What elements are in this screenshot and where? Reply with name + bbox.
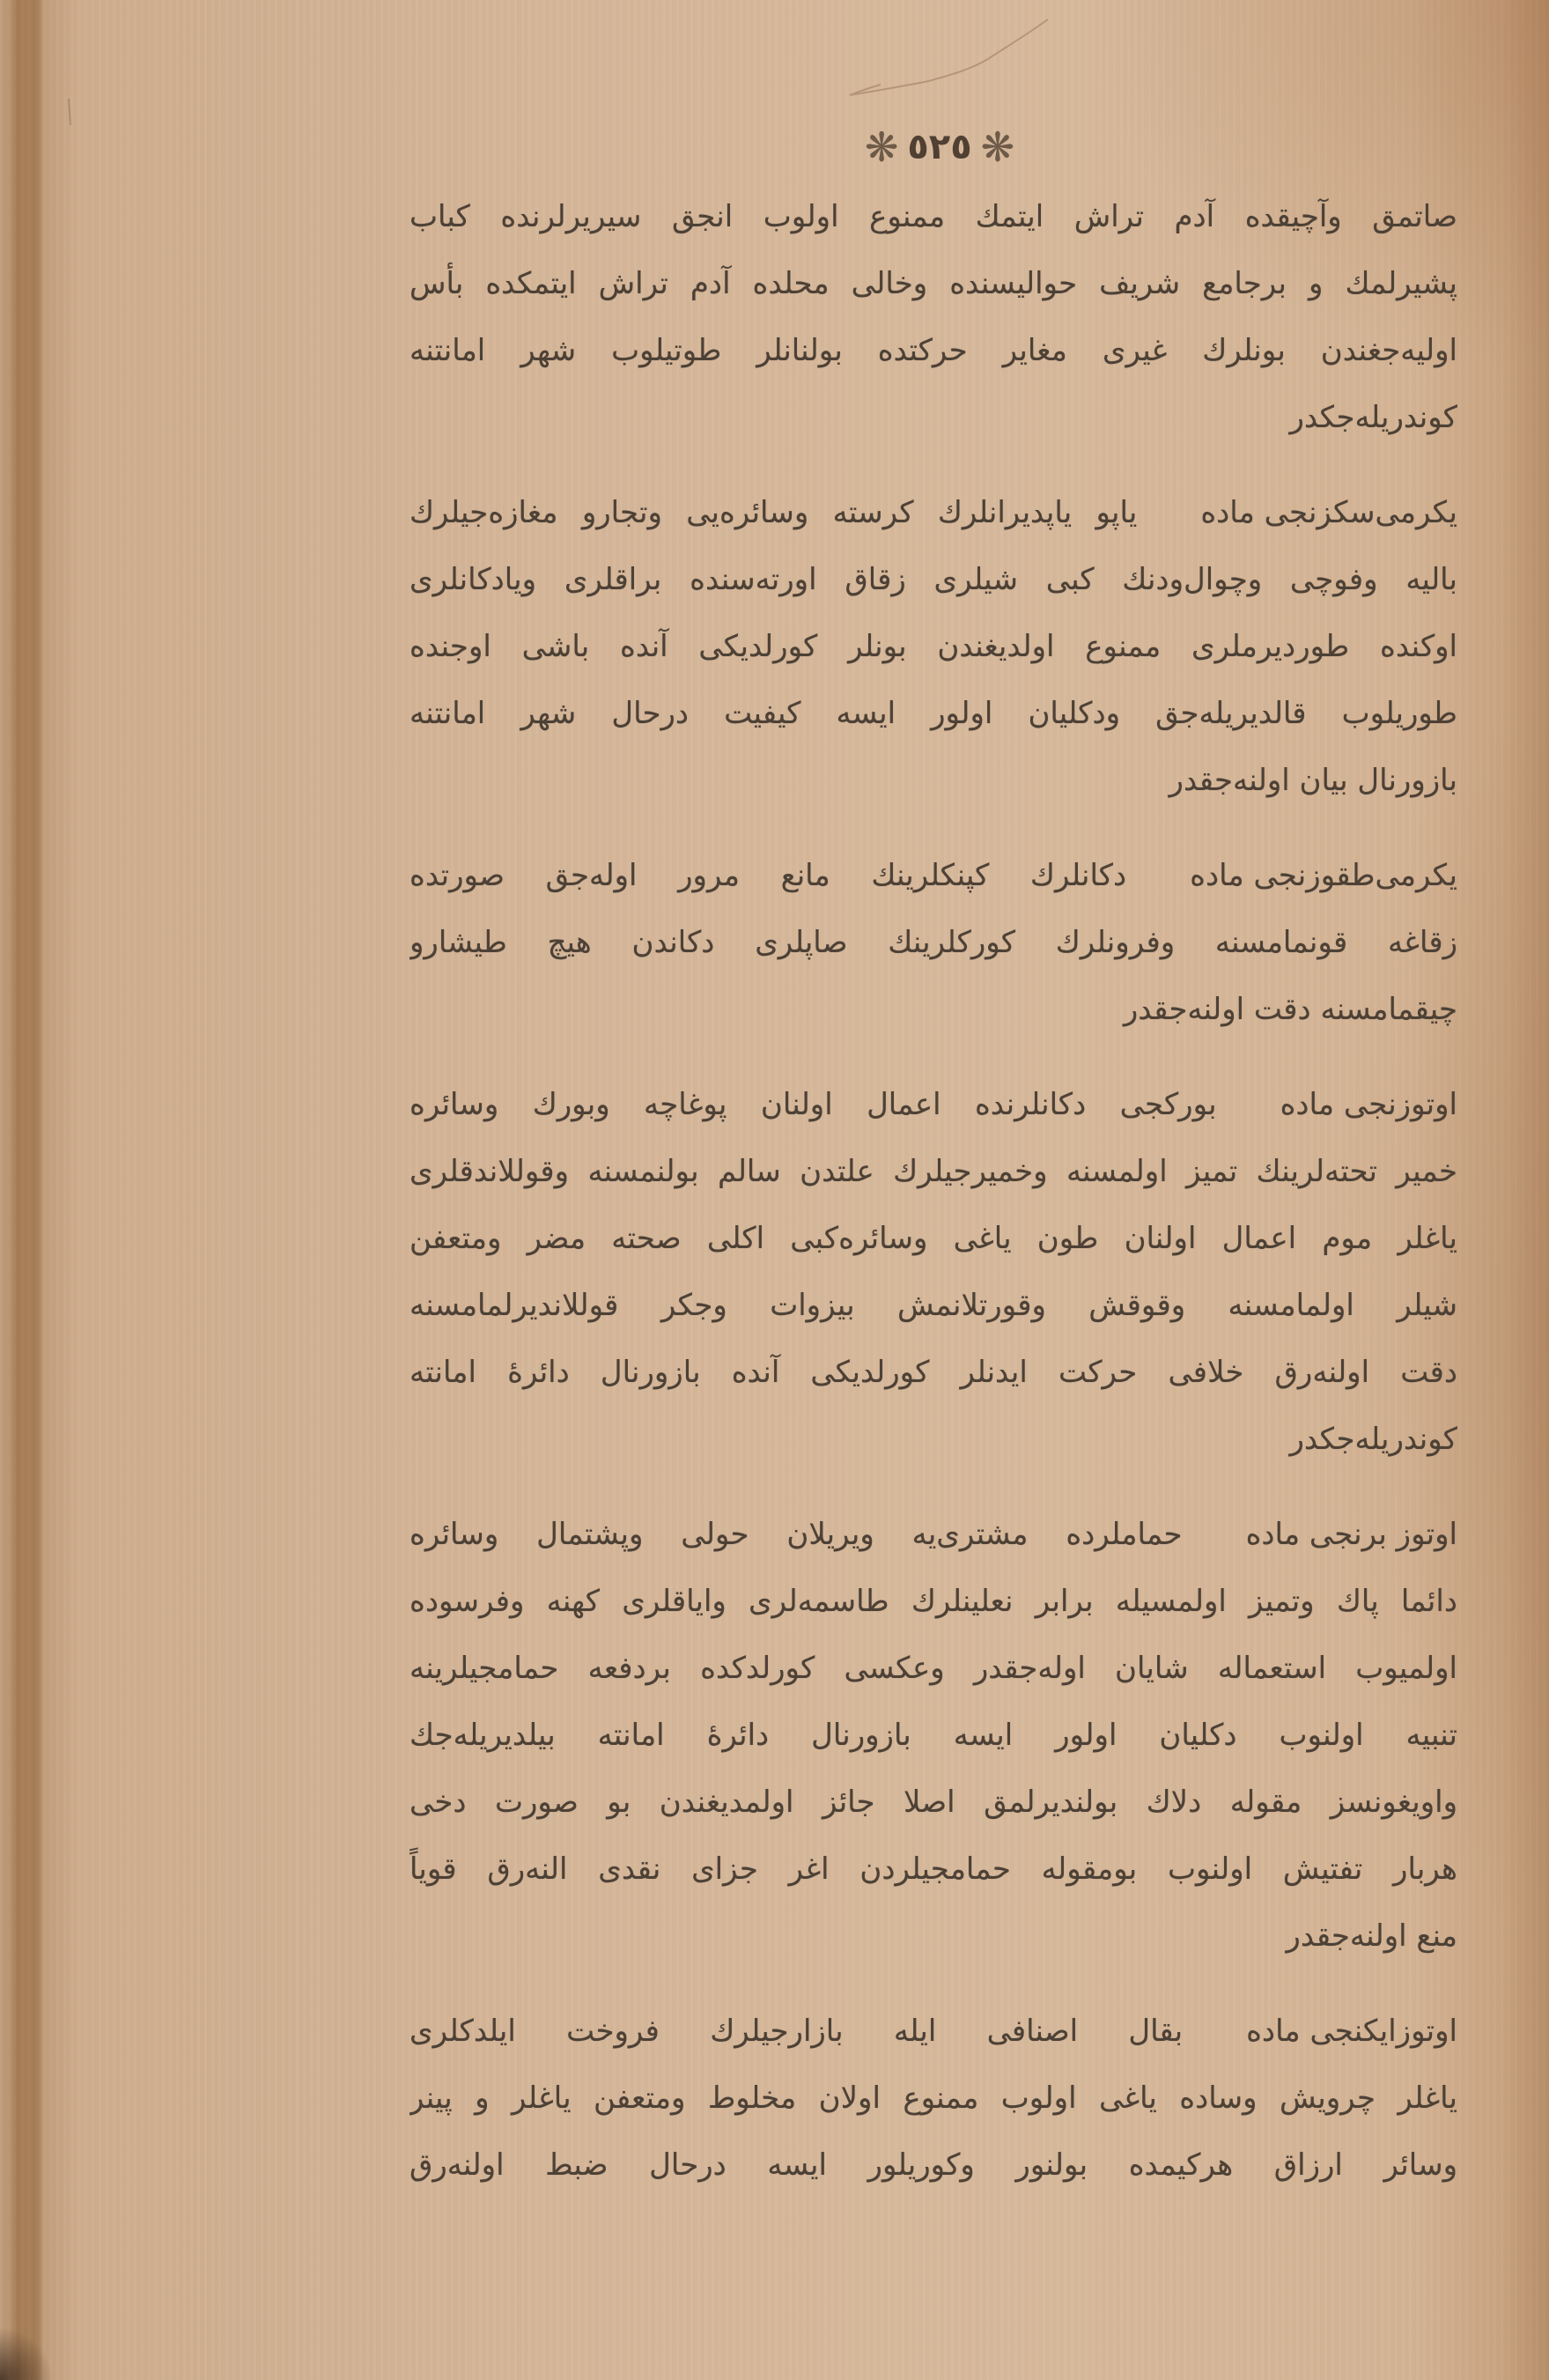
text-line: حماملرده مشتری‌یه ویریلان حولی وپشتمال وسائره [409,1517,1183,1552]
text-line: دقت اولنه‌رق خلافی حرکت ایدنلر کورلدیکی آنده بازورنال دائرهٔ امانته [409,1355,1457,1390]
text-line: بقال اصنافی ایله بازارجیلرك فروخت ایلدکلری [409,2014,1184,2049]
article-heading: اوتوز برنجی ماده [1245,1517,1457,1552]
text-line: طوریلوب قالدیریله‌جق ودکلیان اولور ایسه کیفیت درحال شهر امانتنه [409,696,1457,731]
article-heading: اوتوزایکنجی ماده [1246,2014,1457,2049]
text-line: بورکجی دکانلرنده اعمال اولنان پوغاچه وبورك وسائره [409,1087,1217,1122]
article-29 [409,842,1457,1043]
text-line: خمیر تحته‌لرینك تمیز اولمسنه وخمیرجیلرك علتدن سالم بولنمسنه وقوللاندقلری [409,1154,1457,1189]
article-30 [409,1071,1457,1473]
article-heading: یکرمی‌سکزنجی ماده [1200,495,1457,530]
page-number-header [847,120,1032,173]
paragraph-continuation [409,183,1457,451]
text-line: بالیه وفوچی وچوال‌ودنك کبی شیلری زقاق اورته‌سنده براقلری ویادکانلری [409,562,1457,597]
page-body-text [409,183,1457,2199]
text-line: دائما پاك وتمیز اولمسیله برابر نعلینلرك طاسمه‌لری وایاقلری کهنه وفرسوده [409,1584,1457,1619]
article-28 [409,479,1457,814]
article-heading-line [409,479,1457,546]
text-line: هربار تفتیش اولنوب بومقوله حمامجیلردن اغر جزای نقدی النه‌رق قویاً [409,1852,1457,1887]
text-line: یاغلر چرویش وساده یاغی اولوب ممنوع اولان مخلوط ومتعفن یاغلر و پینر [409,2081,1457,2116]
text-line: پشیرلمك و برجامع شریف حوالیسنده وخالی محلده آدم تراش ایتمکده بأس [409,266,1457,301]
article-heading-line [409,1501,1457,1568]
text-line: یاپو یاپدیرانلرك کرسته وسائره‌یی وتجارو مغازه‌جیلرك [409,495,1138,530]
fleuron-ornament-icon: ❋ [980,122,1015,171]
article-heading: یکرمی‌طقوزنجی ماده [1190,858,1457,893]
text-line: یاغلر موم اعمال اولنان طون یاغی وسائره‌کبی اکلی صحته مضر ومتعفن [409,1221,1457,1256]
text-line: اوکنده طوردیرملری ممنوع اولدیغندن بونلر کورلدیکی آنده باشی اوجنده [409,629,1457,664]
text-line: شیلر اولمامسنه وقوقش وقورتلانمش بیزوات وجکر قوللاندیرلمامسنه [409,1288,1457,1323]
fleuron-ornament-icon: ❋ [864,122,899,171]
article-32 [409,1998,1457,2199]
text-line-last: بازورنال بیان اولنه‌جقدر [1169,763,1457,798]
text-line-last: کوندریله‌جکدر [1289,1422,1457,1457]
article-heading-line [409,842,1457,909]
text-line-last: کوندریله‌جکدر [1289,400,1457,435]
text-line: وسائر ارزاق هرکیمده بولنور وکوریلور ایسه درحال ضبط اولنه‌رق [409,2147,1457,2183]
text-line: تنبیه اولنوب دکلیان اولور ایسه بازورنال دائرهٔ امانته بیلدیریله‌جك [409,1718,1457,1753]
text-line: دکانلرك کپنکلرینك مانع مرور اوله‌جق صورتده [409,858,1127,893]
page-number: ٥٢٥ [907,126,972,167]
article-heading-line [409,1071,1457,1138]
text-line: اولیه‌جغندن بونلرك غیری مغایر حرکتده بولنانلر طوتیلوب شهر امانتنه [409,333,1457,368]
article-heading: اوتوزنجی ماده [1280,1087,1457,1122]
text-line: صاتمق وآچیقده آدم تراش ایتمك ممنوع اولوب انجق سیریرلرنده کباب [409,199,1457,234]
text-line: اولمیوب استعماله شایان اوله‌جقدر وعکسی کورلدکده بردفعه حمامجیلرینه [409,1651,1457,1686]
text-line: زقاغه قونمامسنه وفرونلرك کورکلرینك صاپلری دکاندن هیچ طیشارو [409,925,1457,960]
text-line: واویغونسز مقوله دلاك بولندیرلمق اصلا جائز اولمدیغندن بو صورت دخی [409,1785,1457,1820]
article-heading-line [409,1998,1457,2065]
article-31 [409,1501,1457,1970]
text-line-last: منع اولنه‌جقدر [1286,1918,1457,1954]
text-line-last: چیقمامسنه دقت اولنه‌جقدر [1123,992,1457,1027]
